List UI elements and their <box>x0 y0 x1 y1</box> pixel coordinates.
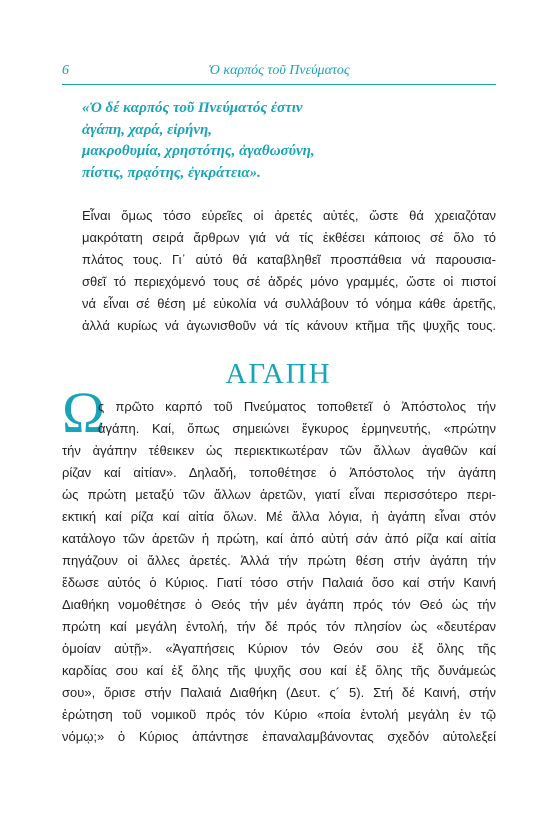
verse-line: ἀγάπη, χαρά, εἰρήνη, <box>82 121 213 138</box>
page-number: 6 <box>62 63 69 78</box>
intro-line: νά εἶναι σέ θέση μέ εὐκολία νά συλλάβουν τό νόημα κάθε ἀρετῆς, <box>82 296 496 311</box>
intro-line: πλάτος τους. Γι᾿ αὐτό θά καταβληθεῖ προσπάθεια νά παρουσια- <box>82 252 496 267</box>
intro-line: ἀλλά κυρίως νά ἀγωνισθοῦν νά τίς κάνουν κτῆμα τῆς ψυχῆς τους. <box>82 318 496 333</box>
body-line: ἐρώτηση τοῦ νομικοῦ πρός τόν Κύριο «ποία ἐντολή μεγάλη ἐν τῷ <box>62 707 496 722</box>
body-line: πρώτη καί μεγάλη ἐντολή, τήν δέ πρός τόν πλησίον ὡς «δευτέραν <box>62 619 496 634</box>
intro-line: μακρότατη σειρά ἄρθρων γιά νά τίς ἐκθέσει κάποιος σέ ὅλο τό <box>82 230 496 245</box>
verse-line: πίστις, πρᾳότης, ἐγκράτεια». <box>82 164 261 181</box>
body-line: Διαθήκη νομοθέτησε ὁ Θεός τήν μέν ἀγάπη πρός τόν Θεό ὡς τήν <box>62 597 496 612</box>
body-line: ρίζαν καί αἰτίαν». Δηλαδή, τοποθέτησε ὁ Ἀπόστολος τήν ἀγάπη <box>62 465 496 480</box>
body-line: ς πρῶτο καρπό τοῦ Πνεύματος τοποθετεῖ ὁ Ἀπόστολος τήν <box>98 399 496 414</box>
scripture-quote <box>82 98 502 184</box>
body-line: πηγάζουν οἱ ἄλλες ἀρετές. Ἀλλά τήν πρώτη θέση στήν ἀγάπη τήν <box>62 553 496 568</box>
body-line: κατάλογο τῶν ἀρετῶν ἡ πρώτη, καί ἀπό αὐτή σάν ἀπό ρίζα καί αἰτία <box>62 531 496 546</box>
body-line: ἀγάπη. Καί, ὅπως σημειώνει ἔγκυρος ἑρμηνευτής, «πρώτην <box>98 421 496 436</box>
body-line: ἔδωσε αὐτός ὁ Κύριος. Γιατί τόσο στήν Παλαιά ὅσο καί στήν Καινή <box>62 575 496 590</box>
body-line: νόμῳ;» ὁ Κύριος ἀπάντησε ἐπαναλαμβάνοντας σχεδόν αὐτολεξεί <box>62 729 496 744</box>
verse-line: μακροθυμία, χρηστότης, ἀγαθωσύνη, <box>82 143 315 159</box>
section-heading: ΑΓΑΠΗ <box>225 358 332 390</box>
header-rule <box>62 84 496 85</box>
running-title: Ὁ καρπός τοῦ Πνεύματος <box>208 63 350 78</box>
drop-cap: Ω <box>62 380 106 445</box>
verse-line: «Ὁ δέ καρπός τοῦ Πνεύματός ἐστιν <box>82 100 303 116</box>
intro-paragraph <box>82 205 496 337</box>
intro-line: σθεῖ τό περιεχόμενό τους σέ ἁδρές μόνο γραμμές, ὥστε οἱ πιστοί <box>82 274 496 289</box>
body-line: εκτική καί ρίζα καί αἰτία ὅλων. Μέ ἄλλα λόγια, ἡ ἀγάπη εἶναι στόν <box>62 509 496 524</box>
intro-line: Εἶναι ὅμως τόσο εὐρεῖες οἱ ἀρετές αὐτές, ὥστε θά χρειαζόταν <box>82 208 496 223</box>
body-line: ὡς πρώτη μεταξύ τῶν ἄλλων ἀρετῶν, γιατί εἶναι περισσότερο περι- <box>62 487 496 502</box>
body-line: ὁμοίαν αὐτῇ». «Ἀγαπήσεις Κύριον τόν Θεόν σου ἐξ ὅλης τῆς <box>62 641 496 656</box>
body-line: τήν ἀγάπην τέθεικεν ὡς περιεκτικωτέραν τῶν ἄλλων ἀγαθῶν καί <box>62 443 496 458</box>
body-line: σου», ὅρισε στήν Παλαιά Διαθήκη (Δευτ. ς´ 5). Στή δέ Καινή, στήν <box>62 685 496 700</box>
body-line: καρδίας σου καί ἐξ ὅλης τῆς ψυχῆς σου καί ἐξ ὅλης τῆς δυνάμεώς <box>62 663 496 678</box>
running-header <box>62 63 496 83</box>
